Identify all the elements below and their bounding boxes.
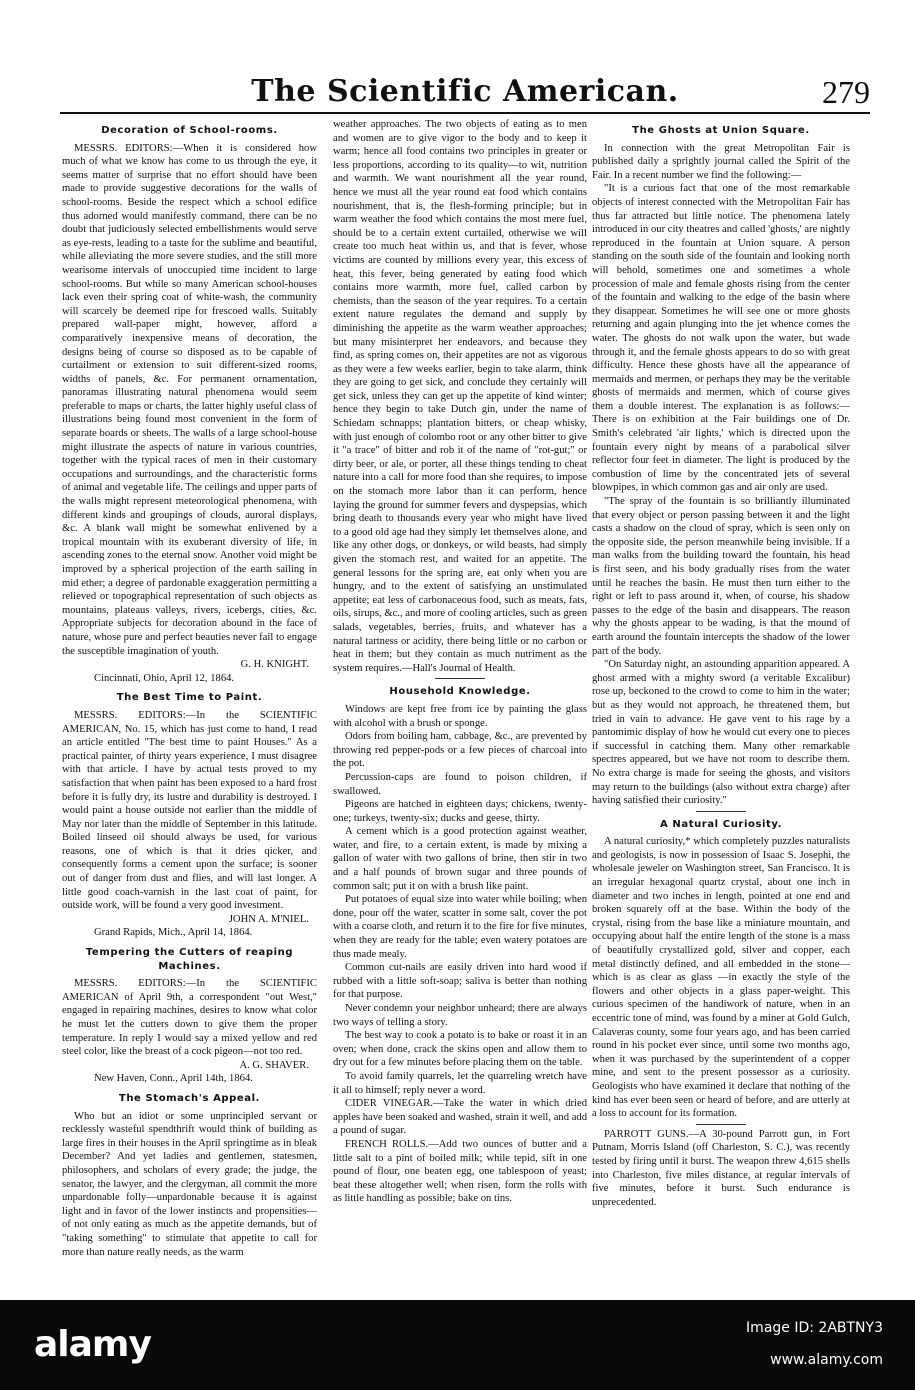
article-stomach-continued: weather approaches. The two objects of eating as to men and women are to give vigor to the body and to keep it warm; hence all food contains two principles in greater or less proportions, according to its quality—to wit, nutrition and warmth. We want nourishment all the year round, hence we must all the year round eat food which contains nourishment, that is, the flesh-forming principle; but in warm weather the food which contains the most mere fuel, should be to a certain extent curtailed, otherwise we will create too much heat within us, and that is fever, whose victims are counted by millions every year, this excess of heat, this fever, being generated by eating food which contains more warmth, more fuel, called carbon by chemists, than the season of the year requires. To a certain extent nature regulates the demand and supply by diminishing the appetite as the warm weather approaches; but many misinterpret her endeavors, and because they find, as spring comes on, their appetites are not as vigorous as they were a few weeks earlier, begin to take alarm, think they are going to get sick, and conclude they certainly will get sick, unless they can get up the appetite of kind winter; hence they begin to take Dutch gin, under the name of Schiedam schnapps; plantation bitters, or cheap whisky, with just enough of colombo root or any other bitter to give it "a trace" of bitter and rob it of the name of "rot-gut;" or dirty beer, or ale, or porter, all these things tending to cheat nature into a call for more food than she requires, to impose on the stomach more labor than it can perform, hence laying the ground for summer fevers and dyspepsias, which bring death to thousands every year who might have lived to a good old age had they simply let themselves alone, and like any other dogs, or donkeys, or wild beasts, had simply given the stomach rest, and waited for an appetite. The general lessons for the spring are, eat only when you are hungry, and to the extent of satisfying an unstimulated appetite; eat less of carbonaceous food, such as meats, fats, oils, sirups, &c., and more of cooling articles, such as green salads, vegetables, berries, fruits, and whatever has a natural tartness or acidity, there being little or no carbon or heat in them; but they contain as much nutriment as the system requires.—Hall's Journal of Health. (333, 119, 587, 674)
footer-url: www.alamy.com (770, 1352, 883, 1368)
household-item: Pigeons are hatched in eighteen days; chickens, twenty-one; turkeys, twenty-six; ducks and geese, thirty. (333, 799, 587, 824)
heading-household: Household Knowledge. (389, 686, 531, 698)
signature-shaver: A. G. SHAVER. (239, 1059, 309, 1071)
heading-curiosity: A Natural Curiosity. (659, 818, 783, 830)
ghosts-paragraph: "On Saturday night, an astounding apparition appeared. A ghost armed with a mighty sword (a veritable Excalibur) rose up, beckoned to the crowd to come to him in the water; but as they would not approach, he threatened them, but tried in vain to advance. He gave vent to his rage by a pantomimic display of how he would cut every one to pieces if successful in catching them. Many other remarkable spectres appeared, but we have not room to describe them. No extra charge is made for seeing the ghosts, and visitors may return to the buildings (also without extra charge) after having satisfied their curiosity." (592, 659, 850, 807)
masthead-title: The Scientific American. (251, 74, 679, 109)
watermark-footer (0, 1300, 915, 1390)
divider (696, 811, 746, 812)
masthead (60, 74, 870, 110)
column-2 (333, 118, 587, 1206)
household-item: CIDER VINEGAR.—Take the water in which dried apples have been soaked and washed, strain it well, and add a pound of sugar. (333, 1098, 587, 1137)
divider (435, 678, 485, 679)
heading-decoration: Decoration of School-rooms. (101, 125, 278, 136)
ghosts-paragraph: "It is a curious fact that one of the most remarkable objects of interest connected with the Metropolitan Fair has thus far attracted but little notice. The phenomena lately introduced in our city theatres and called 'ghosts,' are nightly reproduced in the fountain at Union square. A person standing on the south side of the fountain and looking north will behold, sometimes one and sometimes a whole procession of male and female ghosts rising from the center of the fountain and walking to the edge of the basin where they disappear. Sometimes he will see one or more ghosts returning and again plunging into the jet whence comes the water. The ghosts do not walk upon the water, but wade through it, and the female ghosts appears to do so with great difficulty. Hence these ghosts have all the appearance of mermaids and mermen, or perhaps they may be the veritable ghosts of mermaids and mermen, which of course gives them a double interest. The explanation is as follows:—There is on exhibition at the Fair buildings one of Dr. Smith's celebrated 'air lights,' which is directed upon the fountain every night by means of a parabolical silver reflector four feet in diameter. The light is produced by the combustion of lime by the concentrated jets of several blowpipes, in which common gas and air only are used. (592, 183, 850, 494)
column-1 (62, 118, 317, 1259)
household-item: Put potatoes of equal size into water while boiling; when done, pour off the water, scatter in some salt, cover the pot with a coarse cloth, and return it to the fire for five minutes, when they are ready for the table; even watery potatoes are thus made mealy. (333, 894, 587, 960)
household-item: Odors from boiling ham, cabbage, &c., are prevented by throwing red pepper-pods or a few pieces of charcoal into the pot. (333, 731, 587, 770)
household-item: Windows are kept free from ice by painting the glass with alcohol with a brush or sponge. (333, 703, 587, 729)
article-decoration-body: MESSRS. EDITORS:—When it is considered how much of what we know has come to us through the eye, it seems matter of surprise that no effort should have been made to provide suggestive decorations for the walls of school-rooms. Beside the respect which a school edifice thus adorned would manifestly command, there can be no doubt that judiciously selected embellishments would serve as eye-rests, leading to a taste for the sublime and beautiful, while alleviating the more severe studies, and the still more wearisome intervals of unoccupied time incident to large school-rooms. But while so many American school-houses lack even their spring coat of white-wash, the community will scarcely be deemed ripe for frescoed walls. Suitably prepared wall-paper might, however, afford a comparatively inexpensive means of decoration, the designs being of course so disposed as to be capable of curtailment or extension to suit different-sized rooms, widths of panels, &c. For permanent ornamentation, panoramas illustrating natural phenomena would seem preferable to maps or charts, the latter highly useful class of illustrations being found most convenient in the form of separate boards or sheets. The walls of a large school-house might illustrate the aspects of nature in various countries, together with the typical races of men in their customary occupations and surroundings, and the characteristic forms of animal and vegetable life. The ceilings and upper parts of the walls might represent meteorological phenomena, with different kinds and groupings of clouds, auroral displays, &c. A blank wall might be somewhat enlivened by a tropical mountain with its exuberant diversity of life, in ascending zones to the eternal snow. Another void might be improved by a spherical projection of the earth sailing in mid ether; a degree of pardonable exaggeration permitting a relieved or topographical representation of such objects as mountains, plateaus valleys, rivers, icebergs, cities, &c. Appropriate subjects for decoration abound in the face of nature, whose pure and perfect beauties never fail to engage the susceptible imagination of youth. (62, 142, 317, 657)
heading-stomach: The Stomach's Appeal. (118, 1092, 261, 1104)
place-grand-rapids: Grand Rapids, Mich., April 14, 1864. (94, 927, 253, 939)
ghosts-paragraph: "The spray of the fountain is so brilliantly illuminated that every object or person passing between it and the light casts a shadow on the cloud of spray, which is seen only on the opposite side, the person meanwhile being invisible. If a man walks from the building toward the fountain, his head is first seen, and his body gradually rises from the water until he reaches the basin. He must then turn either to the right or left to pass around it, when, of course, his shadow passes to the edge of the basin and disappears. The reason why the ghosts appear to be wading, is that the mound of earth around the fountain intercepts the shadow of the lower part of the body. (592, 496, 850, 657)
signature-mniel: JOHN A. M'NIEL. (228, 913, 309, 925)
ghosts-paragraph: In connection with the great Metropolitan Fair is published daily a sprightly journal called the Spirit of the Fair. In a recent number we find the following:— (592, 142, 850, 181)
article-tempering-body: MESSRS. EDITORS:—In the SCIENTIFIC AMERICAN of April 9th, a correspondent "out West," engaged in repairing machines, desires to know what color he must let the cutters down to give them the proper temperature. In reply I would say a mixed yellow and red steel color, like the breast of a cock pigeon—not too red. (62, 978, 317, 1058)
column-3 (592, 118, 850, 1209)
household-item: Never condemn your neighbor unheard; there are always two ways of telling a story. (333, 1003, 587, 1028)
image-id: Image ID: 2ABTNY3 (746, 1320, 883, 1336)
article-parrott-guns: PARROTT GUNS.—A 30-pound Parrott gun, in Fort Putnam, Morris Island (off Charleston, S. C.), was recently tested by firing until it burst. The weapon threw 4,615 shells into Charleston, five miles distance, at regular intervals of five minutes, before it burst. Such endurance is unprecedented. (592, 1128, 850, 1208)
article-stomach-body: Who but an idiot or some unprincipled servant or recklessly wasteful spendthrift would think of building as large fires in their houses in the April springtime as in bleak December? And yet ladies and gentlemen, statesmen, philosophers, and scholars of every grade; the judge, the senator, the lawyer, and the clergyman, all commit the more unpardonable folly—unpardonable because it is against light and in favor of the lower instincts and propensities—of not only eating as much as the appetite demands, but of "taking something" to stimulate that appetite to call for more than nature really needs, as the warm (62, 1110, 317, 1258)
article-best-time-body: MESSRS. EDITORS:—In the SCIENTIFIC AMERICAN, No. 15, which has just come to hand, I read an article entitled "The best time to paint Houses." As a practical painter, of thirty years experience, I must disagree with that article. I have by actual tests proved to my satisfaction that when paint has been exposed to a hard frost before it is fully dry, its lustre and durability is destroyed. I would paint a house outside not earlier than the middle of May nor later than the middle of September in this latitude. Boiled linseed oil should always be used, for various reasons, one of which is that it dries qicker, and consequently forms a cement upon the surface; is sooner out of danger from dust and flies, and will last longer. A little good coach-varnish in the last coat of paint, for outside work, will be found a very good investment. (62, 709, 317, 912)
household-item: The best way to cook a potato is to bake or roast it in an oven; when done, crack the skins open and allow them to dry out for a few minutes before placing them on the table. (333, 1030, 587, 1069)
heading-best-time: The Best Time to Paint. (116, 692, 263, 704)
household-item: A cement which is a good protection against weather, water, and fire, to a certain extent, is made by mixing a gallon of water with two gallons of brine, then stir in two and a half pounds of brown sugar and three pounds of common salt; put it on with a brush like paint. (333, 826, 587, 892)
page-number: 279 (822, 74, 870, 110)
household-item: Percussion-caps are found to poison children, if swallowed. (333, 771, 587, 797)
heading-tempering: Tempering the Cutters of reaping Machines. (85, 947, 294, 972)
place-cincinnati: Cincinnati, Ohio, April 12, 1864. (94, 672, 235, 684)
heading-ghosts: The Ghosts at Union Square. (632, 125, 810, 136)
alamy-logo: alamy (34, 1324, 151, 1365)
place-new-haven: New Haven, Conn., April 14th, 1864. (94, 1073, 253, 1085)
article-curiosity-body: A natural curiosity,* which completely puzzles naturalists and geologists, is now in possession of Isaac S. Josephi, the wholesale jeweler on Washington street, San Francisco. It is an irregular hexagonal quartz crystal, about one inch in diameter and two inches in length, pointed at one end and broken squarely off at the base. Within the body of the crystal, rising from the base like a miniature mountain, and occupying about half the entire length of the stone is a mass of beautifully crystallized gold, silver and copper, each metal distinctly defined, and all embedded in the stone—which is as clear as glass —in exactly the style of the flowers and other objects in a glass paper-weight. This curious specimen of the handiwork of nature, when in an eccentric tone of mind, was found by a miner at Gold Gulch, Calaveras county, some four years ago, and has been carried round in his pocket ever since, until some two months ago, when it was purchased by the superintendent of a copper mine, and sent to the present possessor as a curiosity. Geologists who have examined it declare that nothing of the kind has ever been seen or heard of before, and are utterly at a loss to account for its formation. (592, 836, 850, 1120)
household-item: FRENCH ROLLS.—Add two ounces of butter and a little salt to a pint of boiled milk; while tepid, sift in one pound of flour, one beaten egg, one tablespoon of yeast; beat these altogether well; when risen, form the rolls with as little handling as possible; bake on tins. (333, 1138, 587, 1205)
header-rule (60, 112, 870, 114)
divider (696, 1124, 746, 1125)
household-item: To avoid family quarrels, let the quarreling wretch have it all to himself; reply never a word. (333, 1070, 587, 1096)
signature-knight: G. H. KNIGHT. (240, 659, 309, 671)
household-item: Common cut-nails are easily driven into hard wood if rubbed with a little soft-soap; saliva is better than nothing for that purpose. (333, 962, 587, 1001)
